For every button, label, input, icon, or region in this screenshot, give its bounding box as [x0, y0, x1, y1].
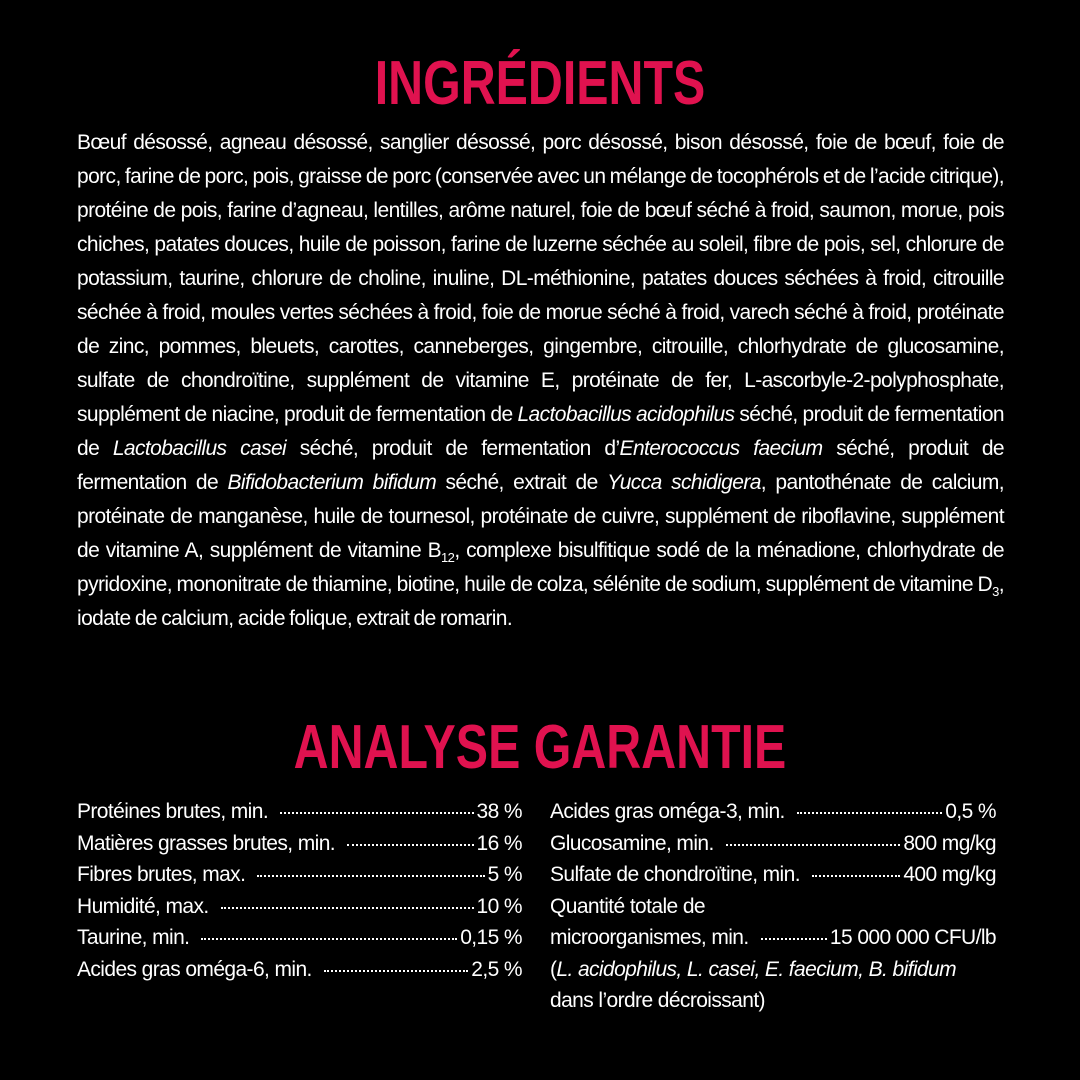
- dot-leader: [257, 875, 484, 877]
- analysis-label: Matières grasses brutes, min.: [77, 831, 336, 855]
- analysis-value: 800 mg/kg: [903, 831, 996, 855]
- ingredient-species: Lactobacillus acidophilus: [517, 403, 735, 426]
- dot-leader: [726, 844, 901, 846]
- analysis-label: Glucosamine, min.: [550, 831, 714, 855]
- analysis-label: Sulfate de chondroïtine, min.: [550, 863, 800, 886]
- ingredient-species: Bifidobacterium bifidum: [227, 471, 437, 494]
- ingredients-text-part: Bœuf désossé, agneau désossé, sanglier désossé, porc désossé, bison désossé, foie de bœuf, foie de porc, farine de porc, pois, graisse de porc (conservée avec un mélange de tocophérols et de l’acide citrique), protéine de pois, farine d’agneau, lentilles, arôme naturel, foie de bœuf séché à froid, saumon, morue, pois chiches, patates douces, huile de poisson, farine de luzerne séchée au soleil, fibre de pois, sel, chlorure de potassium, taurine, chlorure de choline, inuline, DL-méthionine, patates douces séchées à froid, citrouille séchée à froid, moules vertes séchées à froid, foie de morue séché à froid, varech séché à froid, protéinate de zinc, pommes, bleuets, carottes, canneberges, gingembre, citrouille, chlorhydrate de glucosamine, sulfate de chondroïtine, supplément de vitamine E, protéinate de fer, L-ascorbyle-2-polyphosphate, supplément de niacine, produit de fermentation de: [77, 131, 1004, 426]
- dot-leader: [280, 812, 473, 814]
- analysis-value: 15 000 000 CFU/lb: [829, 926, 996, 949]
- analysis-row: [550, 859, 996, 891]
- analysis-label: microorganismes, min.: [550, 926, 749, 949]
- ingredients-text: [77, 126, 1004, 636]
- microorganisms-note-line2: dans l’ordre décroissant): [550, 989, 765, 1012]
- ingredient-species: Enterococcus faecium: [619, 437, 823, 460]
- ingredients-text-part: séché, produit de fermentation de: [77, 437, 1004, 494]
- vitamin-subscript: 3: [992, 584, 999, 600]
- analysis-label: Acides gras oméga-6, min.: [77, 957, 312, 981]
- analysis-label: Taurine, min.: [77, 926, 190, 949]
- ingredients-text-part: , pantothénate de calcium, protéinate de manganèse, huile de tournesol, protéinate de cuivre, supplément de riboflavine, supplément de vitamine A, supplément de vitamine B: [77, 471, 1004, 562]
- dot-leader: [221, 907, 474, 909]
- ingredients-text-part: séché, produit de fermentation d’: [286, 437, 620, 460]
- ingredients-title: INGRÉDIENTS: [374, 49, 706, 118]
- microorganisms-label-line1: Quantité totale de: [550, 894, 705, 918]
- ingredient-species: Yucca schidigera: [607, 471, 761, 494]
- dot-leader: [797, 812, 943, 814]
- analysis-label: Humidité, max.: [77, 894, 209, 918]
- ingredients-text-part: , complexe bisulfitique sodé de la ménadione, chlorhydrate de pyridoxine, mononitrate de thiamine, biotine, huile de colza, sélénite de sodium, supplément de vitamine D: [77, 539, 1004, 596]
- analysis-value: 38 %: [476, 800, 522, 823]
- analysis-title: ANALYSE GARANTIE: [293, 713, 787, 782]
- dot-leader: [324, 970, 469, 972]
- analysis-row: [77, 954, 522, 986]
- analysis-value: 0,5 %: [945, 800, 996, 823]
- dot-leader: [201, 938, 457, 940]
- analysis-row-microorganisms: [550, 922, 996, 954]
- analysis-row: [77, 796, 522, 828]
- dot-leader: [347, 844, 474, 846]
- dot-leader: [761, 938, 827, 940]
- analysis-value: 16 %: [476, 831, 522, 855]
- analysis-row: [77, 922, 522, 954]
- analysis-value: 0,15 %: [460, 926, 522, 949]
- ingredients-text-part: séché, extrait de: [436, 471, 608, 494]
- analysis-label: Fibres brutes, max.: [77, 863, 246, 886]
- analysis-right-column: [550, 796, 996, 1017]
- analysis-label: Acides gras oméga-3, min.: [550, 800, 785, 823]
- vitamin-subscript: 12: [441, 550, 455, 566]
- analysis-value: 400 mg/kg: [903, 863, 996, 886]
- analysis-row: [77, 891, 522, 923]
- analysis-row: [550, 796, 996, 828]
- microorganisms-note: [550, 954, 996, 986]
- ingredient-species: Lactobacillus casei: [112, 437, 287, 460]
- note-species: L. acidophilus, L. casei, E. faecium, B. bifidum: [556, 957, 956, 981]
- analysis-left-column: [77, 796, 522, 985]
- analysis-value: 10 %: [476, 894, 522, 918]
- note-paren: (: [550, 957, 557, 981]
- analysis-row: [550, 828, 996, 860]
- analysis-row: [77, 859, 522, 891]
- analysis-value: 2,5 %: [471, 957, 522, 981]
- analysis-label: Protéines brutes, min.: [77, 800, 269, 823]
- ingredients-text-part: séché, produit de fermentation de: [77, 403, 1004, 460]
- dot-leader: [812, 875, 900, 877]
- ingredients-text-part: , iodate de calcium, acide folique, extrait de romarin.: [77, 573, 1004, 630]
- analysis-value: 5 %: [487, 863, 522, 886]
- analysis-row: [77, 828, 522, 860]
